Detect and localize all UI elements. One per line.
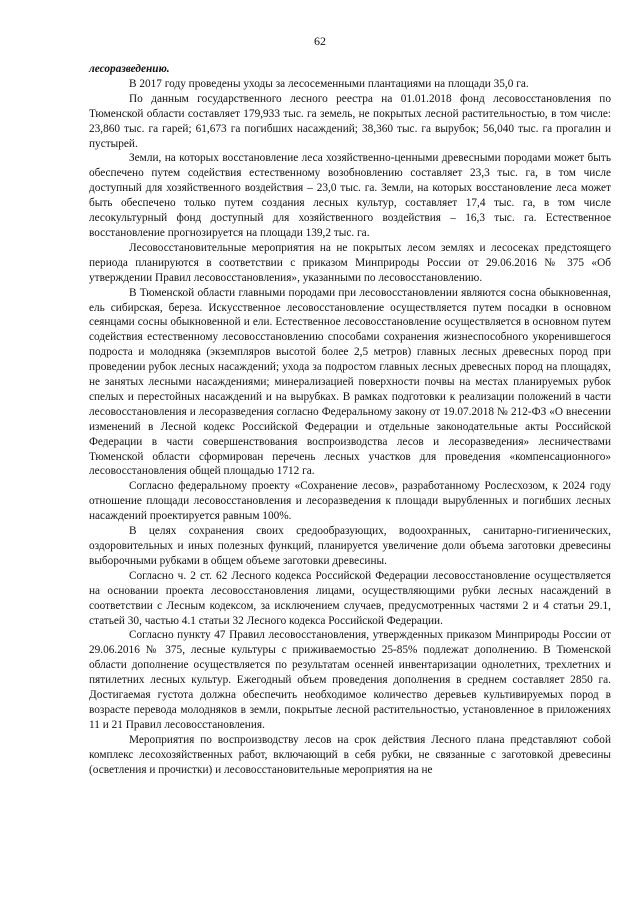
document-body (89, 62, 611, 778)
paragraph: Согласно пункту 47 Правил лесовосстановления, утвержденных приказом Минприроды России от 29.06.2016 № 375, лесные культуры с приживаемостью 25-85% подлежат дополнению. В Тюменской области дополнение осуществляется по результатам осенней инвентаризации однолетних, трехлетних и пятилетних лесных культур. Ежегодный объем проведения дополнения в среднем составляет 2850 га. Достигаемая густота должна обеспечить необходимое количество деревьев культивируемых пород в возрасте перевода молодняков в земли, покрытые лесной растительностью, установленное в приложениях 11 и 21 Правил лесовосстановления. (89, 629, 611, 731)
paragraph: По данным государственного лесного реестра на 01.01.2018 фонд лесовосстановления по Тюменской области составляет 179,933 тыс. га земель, не покрытых лесной растительностью, в том числе: 23,860 тыс. га гарей; 61,673 га погибших насаждений; 38,360 тыс. га вырубок; 56,040 тыс. га прогалин и пустырей. (89, 92, 611, 150)
paragraph: В целях сохранения своих средообразующих, водоохранных, санитарно-гигиенических, оздоровительных и иных полезных функций, планируется увеличение доли объема заготовки древесины выборочными рубками в общем объеме заготовки древесины. (89, 525, 611, 567)
paragraph: В 2017 году проведены уходы за лесосеменными плантациями на площади 35,0 га. (129, 77, 529, 90)
paragraph: Земли, на которых восстановление леса хозяйственно-ценными древесными породами может быть обеспечено путем содействия естественному возобновлению составляет 23,3 тыс. га, в том числе доступный для хозяйственного воздействия – 23,0 тыс. га. Земли, на которых восстановление леса может быть обеспечено только путем создания лесных культур, составляет 17,4 тыс. га, в том числе лесокультурный фонд доступный для хозяйственного воздействия – 16,3 тыс. га. Естественное восстановление прогнозируется на площади 139,2 тыс. га. (89, 152, 611, 239)
paragraph: Согласно ч. 2 ст. 62 Лесного кодекса Российской Федерации лесовосстановление осуществляется на основании проекта лесовосстановления лицами, осуществляющими рубки лесных насаждений в соответствии с Лесным кодексом, за исключением случаев, предусмотренных частями 2 и 4 статьи 29.1, статьей 30, частью 4.1 статьи 32 Лесного кодекса Российской Федерации. (89, 569, 611, 627)
paragraph: В Тюменской области главными породами при лесовосстановлении являются сосна обыкновенная, ель сибирская, береза. Искусственное лесовосстановление осуществляется путем посадки в основном сеянцами сосны обыкновенной и ели. Естественное лесовосстановление осуществляется в основном путем содействия естественному лесовосстановлению способами сохранения жизнеспособного укоренившегося подроста и молодняка (экземпляров высотой более 2,5 метров) главных лесных древесных пород при проведении рубок лесных насаждений; ухода за подростом главных лесных древесных пород на площадях, не занятых лесными насаждениями; минерализацией поверхности почвы на местах планируемых рубок спелых и перестойных насаждений и на вырубках. В рамках подготовки к реализации положений в части лесовосстановления и лесоразведения согласно Федеральному закону от 19.07.2018 № 212-ФЗ «О внесении изменений в Лесной кодекс Российской Федерации и отдельные законодательные акты Российской Федерации в части совершенствования воспроизводства лесов и лесоразведения» лесничествами Тюменской области сформирован перечень лесных участков для проведения «компенсационного» лесовосстановления общей площадью 1712 га. (89, 286, 611, 478)
page-number: 62 (314, 34, 326, 48)
paragraph: Согласно федеральному проекту «Сохранение лесов», разработанному Рослесхозом, к 2024 году отношение площади лесовосстановления и лесоразведения к площади вырубленных и погибших лесных насаждений проектируется равным 100%. (89, 480, 611, 523)
paragraph: Мероприятия по воспроизводству лесов на срок действия Лесного плана представляют собой комплекс лесохозяйственных работ, включающий в себя рубки, не связанные с заготовкой древесины (осветления и прочистки) и лесовосстановительные мероприятия на не (89, 733, 611, 776)
paragraph-heading-fragment: лесоразведению. (89, 63, 170, 75)
paragraph: Лесовосстановительные мероприятия на не покрытых лесом землях и лесосеках предстоящего периода планируются в соответствии с приказом Минприроды России от 29.06.2016 № 375 «Об утверждении Правил лесовосстановления», указанными по лесовосстановлению. (89, 241, 611, 284)
